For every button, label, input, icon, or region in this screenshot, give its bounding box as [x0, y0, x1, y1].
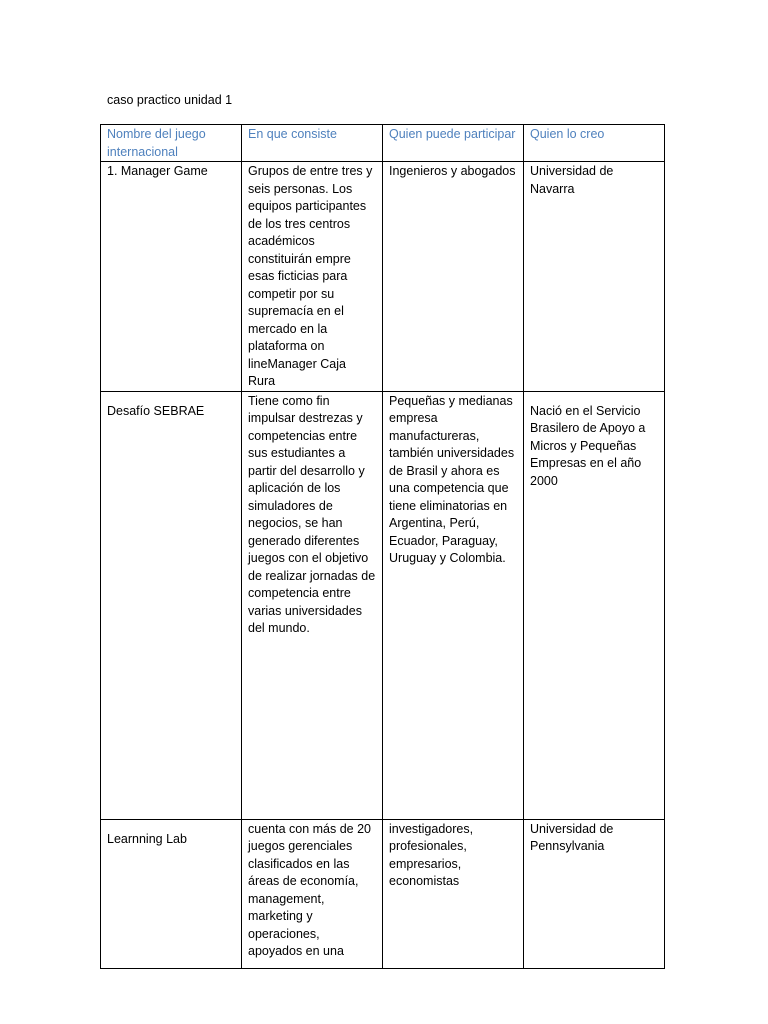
header-game-name: Nombre del juego internacional [101, 125, 242, 162]
games-table [100, 124, 665, 969]
cell-creator: Nació en el Servicio Brasilero de Apoyo a Micros y Pequeñas Empresas en el año 2000 [524, 391, 665, 819]
cell-description: cuenta con más de 20 juegos gerenciales clasificados en las áreas de economía, management, marketing y operaciones, apoyados en una [242, 819, 383, 968]
cell-participants: investigadores, profesionales, empresarios, economistas [383, 819, 524, 968]
table-row [101, 162, 665, 392]
cell-creator: Universidad de Pennsylvania [524, 819, 665, 968]
header-creator: Quien lo creo [524, 125, 665, 162]
cell-game-name: Learnning Lab [101, 819, 242, 968]
header-participants: Quien puede participar [383, 125, 524, 162]
cell-game-name: 1. Manager Game [101, 162, 242, 392]
table-row [101, 819, 665, 968]
document-title: caso practico unidad 1 [107, 93, 233, 107]
table-header-row [101, 125, 665, 162]
header-description: En que consiste [242, 125, 383, 162]
table-row [101, 391, 665, 819]
cell-participants: Pequeñas y medianas empresa manufactureras, también universidades de Brasil y ahora es una competencia que tiene eliminatorias en Argentina, Perú, Ecuador, Paraguay, Uruguay y Colombia. [383, 391, 524, 819]
cell-game-name: Desafío SEBRAE [101, 391, 242, 819]
cell-description: Grupos de entre tres y seis personas. Los equipos participantes de los tres centros académicos constituirán empre esas ficticias para competir por su supremacía en el mercado en la plataforma on lineManager Caja Rura [242, 162, 383, 392]
cell-participants: Ingenieros y abogados [383, 162, 524, 392]
cell-description: Tiene como fin impulsar destrezas y competencias entre sus estudiantes a partir del desarrollo y aplicación de los simuladores de negocios, se han generado diferentes juegos con el objetivo de realizar jornadas de competencia entre varias universidades del mundo. [242, 391, 383, 819]
cell-creator: Universidad de Navarra [524, 162, 665, 392]
